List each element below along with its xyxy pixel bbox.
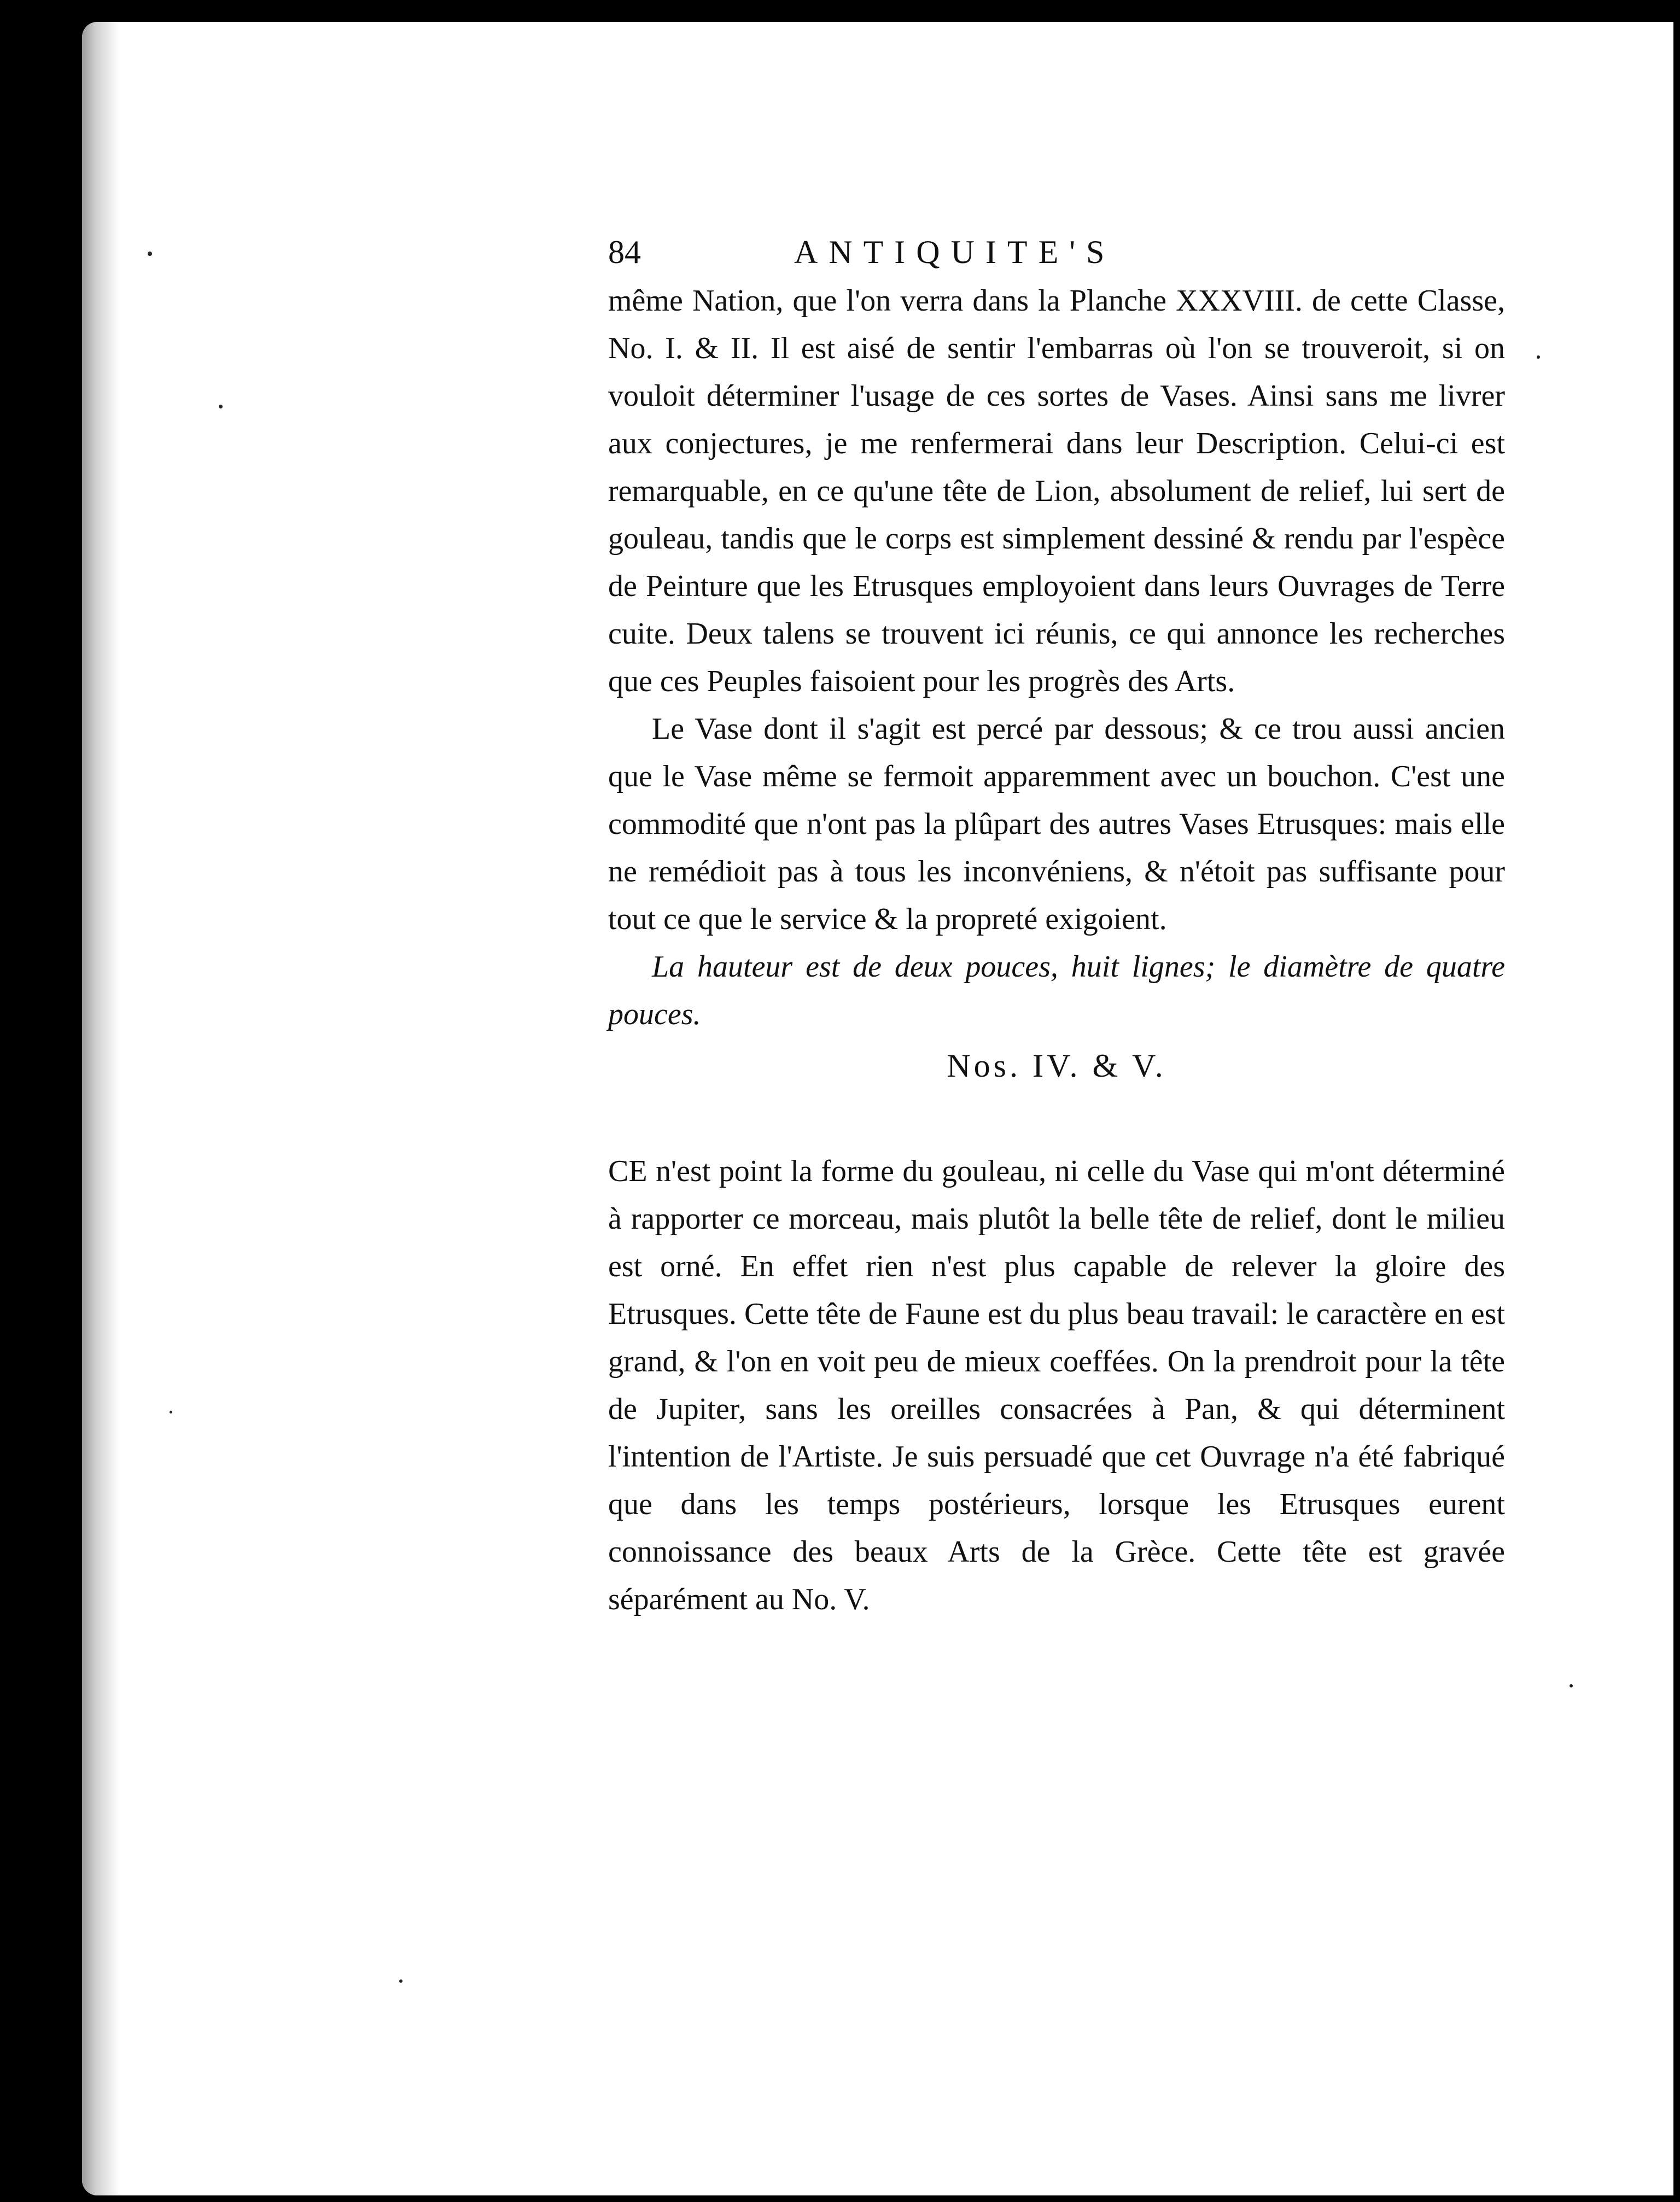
book-page [82, 22, 1673, 2195]
paragraph-vase-pierced [608, 705, 1505, 943]
running-title: ANTIQUITE'S [794, 234, 1116, 270]
page-number: 84 [608, 234, 641, 270]
text-block [608, 227, 1505, 1623]
section-text: CE n'est point la forme du gouleau, ni celle du Vase qui m'ont déterminé à rapporter ce morceau, mais plutôt la belle tête de relief, dont le milieu est orné. En effet rien n'est plus capable de relever la gloire des Etrusques. Cette tête de Faune est du plus beau travail: le caractère en est grand, & l'on en voit peu de mieux coeffées. On la prendroit pour la tête de Jupiter, sans les oreilles consacrées à Pan, & qui déterminent l'intention de l'Artiste. Je suis persuadé que cet Ouvrage n'a été fabriqué que dans les temps postérieurs, lorsque les Etrusques eurent connoissance des beaux Arts de la Grèce. Cette tête est gravée séparément au No. V. [608, 1154, 1505, 1616]
paragraph-text: même Nation, que l'on verra dans la Planche XXXVIII. de cette Classe, No. I. & II. Il est aisé de sentir l'embarras où l'on se trouveroit, si on vouloit déterminer l'usage de ces sortes de Vases. Ainsi sans me livrer aux conjectures, je me renfermerai dans leur Description. Celui-ci est remarquable, en ce qu'une tête de Lion, absolument de relief, lui sert de gouleau, tandis que le corps est simplement dessiné & rendu par l'espèce de Peinture que les Etrusques employoient dans leurs Ouvrages de Terre cuite. Deux talens se trouvent ici réunis, ce qui annonce les recherches que ces Peuples faisoient pour les progrès des Arts. [608, 284, 1505, 698]
paragraph-continuation [608, 277, 1505, 705]
running-head [608, 227, 1505, 277]
page-edge-shadow [82, 22, 120, 2195]
section-title: Nos. IV. & V. [947, 1048, 1166, 1084]
paragraph-dimensions [608, 943, 1505, 1038]
dimensions-note: La hauteur est de deux pouces, huit lignes; le diamètre de quatre pouces. [608, 950, 1505, 1031]
section-paragraph [608, 1148, 1505, 1623]
paragraph-text: Le Vase dont il s'agit est percé par dessous; & ce trou aussi ancien que le Vase même se fermoit apparemment avec un bouchon. C'est une commodité que n'ont pas la plûpart des autres Vases Etrusques: mais elle ne remédioit pas à tous les inconvéniens, & n'étoit pas suffisante pour tout ce que le service & la propreté exigoient. [608, 712, 1505, 936]
